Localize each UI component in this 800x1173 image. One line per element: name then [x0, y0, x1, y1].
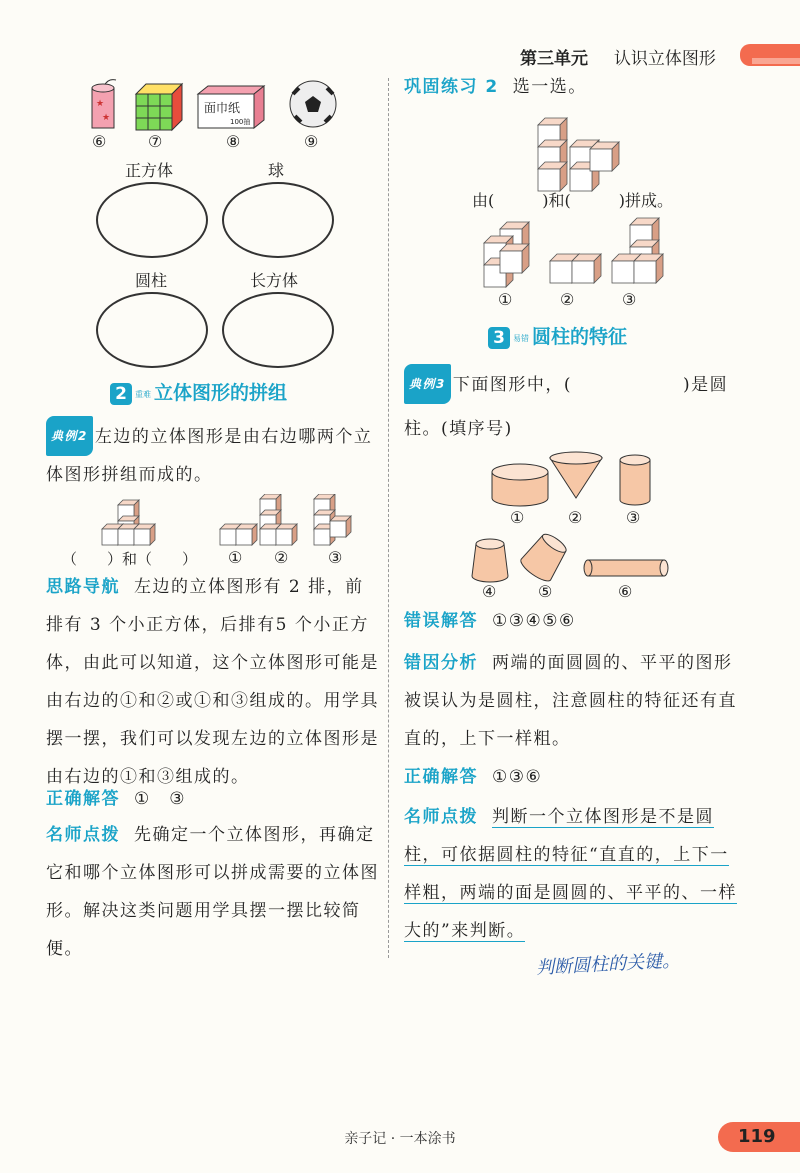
option-number: ②: [560, 290, 575, 309]
section-number: 2: [110, 383, 132, 405]
option-number: ②: [274, 548, 289, 567]
correct-label: 正确解答: [46, 789, 120, 809]
oval-label: 球: [268, 161, 285, 180]
section-2-heading: [110, 378, 287, 405]
shape-number: ⑤: [538, 582, 553, 601]
unit-label: 第三单元: [520, 49, 588, 69]
tissue-box-subtext: 100抽: [230, 118, 251, 126]
teacher-tip-2: [46, 816, 380, 968]
object-number: ⑨: [304, 132, 319, 151]
column-divider: [388, 78, 389, 958]
oval-label: 正方体: [125, 161, 174, 180]
practice-option-1: [484, 222, 529, 287]
correct-answer-2: [46, 780, 380, 818]
option-1-shape: [220, 524, 257, 545]
handwritten-note: 判断圆柱的关键。: [535, 950, 681, 979]
object-number: ⑧: [226, 132, 241, 151]
wrong-text: ①③④⑤⑥: [492, 611, 576, 631]
chapter-header: [520, 44, 716, 69]
wrong-label: 错误解答: [404, 611, 478, 631]
shape-number: ①: [510, 508, 525, 527]
practice-label: 巩固练习 2: [404, 77, 499, 97]
shape-number: ②: [568, 508, 583, 527]
svg-text:★: ★: [102, 113, 111, 123]
target-assembly: [102, 500, 155, 545]
example-2: [46, 416, 380, 494]
shape-cone: [550, 452, 602, 498]
reason-text: 两端的面圆圆的、平平的图形被误认为是圆柱，注意圆柱的特征还有直直的，上下一样粗。: [404, 653, 737, 749]
option-number: ①: [498, 290, 513, 309]
object-number: ⑦: [148, 132, 163, 151]
tissue-box-icon: [198, 86, 264, 128]
answer-oval[interactable]: [96, 182, 208, 258]
rubiks-cube-icon: [136, 84, 182, 130]
option-number: ①: [228, 548, 243, 567]
practice-figures: [470, 114, 670, 314]
section-title: 立体图形的拼组: [154, 382, 288, 404]
shape-number: ⑥: [618, 582, 633, 601]
teacher-label: 名师点拨: [46, 825, 120, 845]
example-3-line1: 下面图形中，( )是圆: [452, 375, 729, 395]
answer-oval[interactable]: [222, 182, 334, 258]
chapter-title: 认识立体图形: [613, 49, 716, 69]
practice-answer-line[interactable]: 由( )和( )拼成。: [472, 191, 673, 210]
thinking-text: 左边的立体图形有 2 排，前排有 3 个小正方体，后排有5 个小正方体，由此可以知道，这个立体图形可能是由右边的①和②或①和③组成的。用学具摆一摆，我们可以发现左边的立体图形是由右边的①和③组成的。: [46, 577, 379, 787]
shape-frustum: [472, 539, 508, 582]
thinking-guide: [46, 568, 380, 796]
correct-label: 正确解答: [404, 767, 478, 787]
shape-number: ③: [626, 508, 641, 527]
correct-answer-3: [404, 758, 744, 796]
wrong-answer: [404, 602, 744, 640]
example-2-text: 左边的立体图形是由右边哪两个立体图形拼组而成的。: [46, 427, 373, 485]
page-number: 119: [718, 1122, 800, 1152]
header-decoration-stripe: [752, 58, 800, 64]
section-3-heading: [488, 322, 627, 349]
footer-text: 亲子记 · 一本涂书: [344, 1131, 456, 1147]
practice-target: [538, 118, 619, 191]
error-analysis: [404, 644, 744, 758]
firecracker-icon: [92, 80, 116, 128]
shape-cylinder-short: [492, 464, 548, 506]
object-number: ⑥: [92, 132, 107, 151]
option-number: ③: [622, 290, 637, 309]
tissue-box-text: 面巾纸: [204, 101, 241, 115]
section-tag: 易错: [513, 334, 529, 343]
shape-lying-cylinder: [584, 560, 668, 576]
example-3: [404, 364, 744, 448]
oval-label: 圆柱: [135, 271, 168, 290]
section-tag: 重难: [135, 390, 151, 399]
shape-tilted-frustum: [518, 529, 572, 585]
section-title: 圆柱的特征: [532, 326, 628, 348]
example-3-line2: 柱。(填序号): [404, 419, 513, 439]
example-tag: 典例3: [404, 364, 451, 404]
cube-assemblies: [96, 494, 376, 546]
teacher-text: 先确定一个立体图形，再确定它和哪个立体图形可以拼成需要的立体图形。解决这类问题用学具摆一摆比较简便。: [46, 825, 379, 959]
shape-number: ④: [482, 582, 497, 601]
solid-shapes: [464, 448, 694, 608]
teacher-tip-3: [404, 798, 744, 950]
practice-option-2: [550, 254, 601, 283]
answer-oval[interactable]: [222, 292, 334, 368]
example-2-answer-line[interactable]: （ ）和（ ）: [62, 550, 198, 568]
reason-label: 错因分析: [404, 653, 478, 673]
correct-text: ① ③: [134, 789, 186, 809]
option-3-shape: [314, 494, 351, 545]
practice-option-3: [612, 218, 663, 283]
practice-text: 选一选。: [512, 77, 587, 97]
svg-text:★: ★: [96, 99, 105, 109]
shape-cylinder-tall: [620, 455, 650, 505]
answer-oval[interactable]: [96, 292, 208, 368]
section-number: 3: [488, 327, 510, 349]
example-tag: 典例2: [46, 416, 93, 456]
soccer-ball-icon: [290, 81, 336, 127]
teacher-text: 判断一个立体图形是不是圆柱，可依据圆柱的特征“直直的，上下一样粗，两端的面是圆圆的、平平的、一样大的”来判断。: [404, 807, 737, 941]
thinking-label: 思路导航: [46, 577, 120, 597]
correct-text: ①③⑥: [492, 767, 543, 787]
practice-2: [404, 68, 744, 106]
option-2-shape: [260, 494, 297, 545]
teacher-label: 名师点拨: [404, 807, 478, 827]
oval-label: 长方体: [250, 271, 299, 290]
option-number: ③: [328, 548, 343, 567]
